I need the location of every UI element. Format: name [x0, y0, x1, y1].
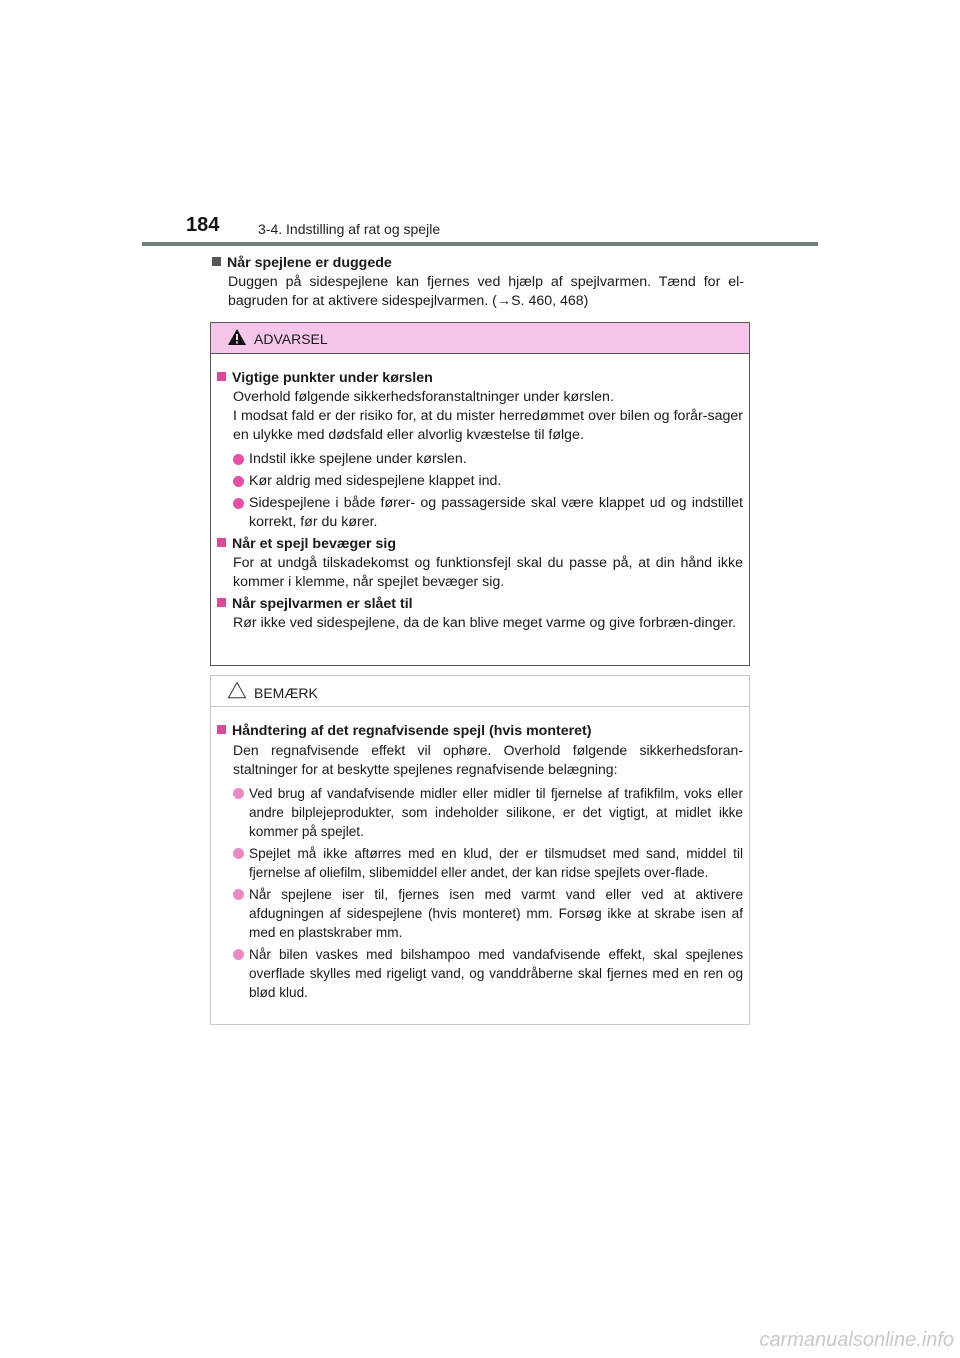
round-bullet-icon	[233, 848, 244, 859]
warning-header	[211, 323, 749, 354]
notice-bullet	[217, 844, 743, 882]
warning-paragraph: For at undgå tilskadekomst og funktionsfejl skal du passe på, at din hånd ikke kommer i klemme, når spejlet bevæger sig.	[233, 555, 743, 590]
square-bullet-icon	[217, 725, 226, 734]
notice-paragraph: Den regnafvisende effekt vil ophøre. Overhold følgende sikkerhedsforan-staltninger for at beskytte spejlenes regnafvisende belægning:	[233, 742, 743, 777]
intro-body: Duggen på sidespejlene kan fjernes ved hjælp af spejlvarmen. Tænd for el-bagruden for at aktivere sidespejlvarmen. (→S. 460, 468)	[228, 274, 744, 309]
warning-bullet	[217, 472, 743, 491]
round-bullet-icon	[233, 454, 244, 465]
notice-header	[211, 676, 749, 707]
square-bullet-icon	[217, 538, 226, 547]
round-bullet-icon	[233, 788, 244, 799]
notice-content	[211, 707, 749, 1002]
round-bullet-icon	[233, 476, 244, 487]
bullet-text: Kør aldrig med sidespejlene klappet ind.	[249, 473, 502, 489]
warning-label: ADVARSEL	[254, 331, 328, 347]
bullet-text: Indstil ikke spejlene under kørslen.	[249, 451, 467, 467]
notice-heading	[217, 722, 743, 741]
warning-paragraph: Overhold følgende sikkerhedsforanstaltninger under kørslen.	[233, 389, 614, 405]
warning-bullet	[217, 494, 743, 532]
square-bullet-icon	[212, 257, 221, 266]
warning-paragraph: Rør ikke ved sidespejlene, da de kan blive meget varme og give forbræn-dinger.	[233, 615, 737, 631]
bullet-text: Ved brug af vandafvisende midler eller midler til fjernelse af trafikfilm, voks eller andre bilplejeprodukter, som indeholder silikone, er det vigtigt, at midlet ikke kommer på spejlet.	[249, 786, 743, 839]
notice-box	[210, 675, 750, 1025]
warning-section-heading	[217, 369, 743, 388]
warning-triangle-icon	[227, 328, 247, 346]
site-watermark: carmanualsonline.info	[759, 1329, 954, 1351]
warning-section-heading	[217, 535, 743, 554]
heading-text: Når spejlvarmen er slået til	[232, 596, 413, 612]
square-bullet-icon	[217, 372, 226, 381]
square-bullet-icon	[217, 598, 226, 607]
warning-box	[210, 322, 750, 666]
page-number: 184	[186, 214, 220, 236]
round-bullet-icon	[233, 889, 244, 900]
bullet-text: Når spejlene iser til, fjernes isen med varmt vand eller ved at aktivere afdugningen af sidespejlene (hvis monteret) mm. Forsøg ikke at skrabe isen af med en plastskraber mm.	[249, 887, 743, 940]
notice-bullet	[217, 784, 743, 841]
notice-bullet	[217, 945, 743, 1002]
intro-section	[212, 254, 744, 311]
intro-heading-text: Når spejlene er duggede	[227, 255, 392, 271]
warning-paragraph: I modsat fald er der risiko for, at du mister herredømmet over bilen og forår-sager en ulykke med dødsfald eller alvorlig kvæstelse til følge.	[233, 408, 743, 443]
notice-bullet	[217, 885, 743, 942]
bullet-text: Sidespejlene i både fører- og passagerside skal være klappet ud og indstillet korrekt, før du kører.	[249, 495, 743, 530]
warning-content	[211, 354, 749, 633]
bullet-text: Når bilen vaskes med bilshampoo med vandafvisende effekt, skal spejlenes overflade skylles med rigeligt vand, og vanddråberne skal fjernes med en ren og blød klud.	[249, 947, 743, 1000]
warning-section-heading	[217, 595, 743, 614]
notice-triangle-icon	[227, 681, 247, 699]
warning-bullet	[217, 450, 743, 469]
heading-text: Vigtige punkter under kørslen	[232, 370, 433, 386]
bullet-text: Spejlet må ikke aftørres med en klud, der er tilsmudset med sand, middel til fjernelse af oliefilm, slibemiddel eller andet, der kan ridse spejlets over-flade.	[249, 846, 743, 880]
notice-label: BEMÆRK	[254, 685, 318, 701]
round-bullet-icon	[233, 949, 244, 960]
section-title: 3-4. Indstilling af rat og spejle	[258, 221, 441, 237]
intro-heading	[212, 254, 744, 273]
heading-text: Håndtering af det regnafvisende spejl (hvis monteret)	[232, 723, 592, 739]
round-bullet-icon	[233, 498, 244, 509]
heading-text: Når et spejl bevæger sig	[232, 536, 397, 552]
header-divider	[142, 242, 818, 246]
